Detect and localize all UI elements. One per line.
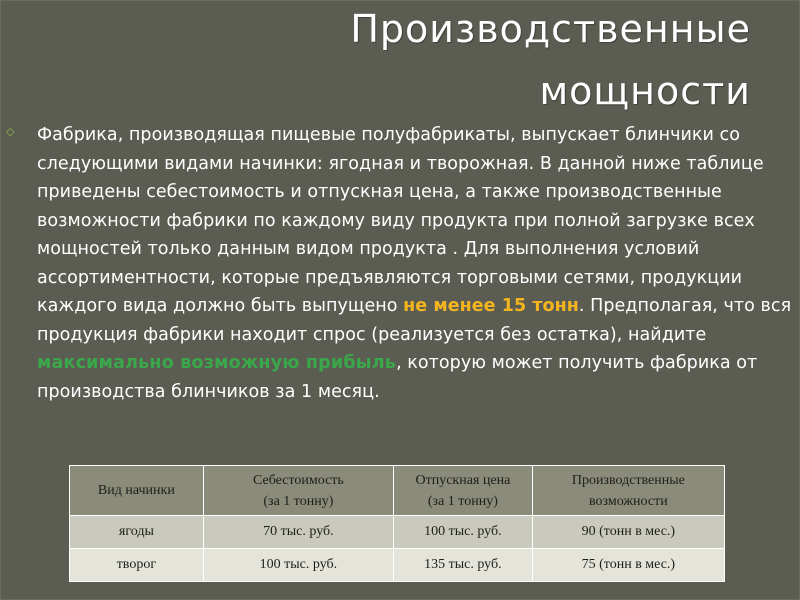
cell-price: 135 тыс. руб. [394,549,533,582]
header-text: Производственные [571,472,685,488]
cell-filling: ягоды [70,516,204,549]
header-capacity [532,466,724,516]
production-table [69,465,725,582]
header-filling-type [70,466,204,516]
table-header-row [70,466,725,516]
diamond-bullet-icon: ◇ [6,126,15,138]
highlight-min-tonnage: не менее 15 тонн [403,296,579,316]
paragraph-text-3: , которую может получить фабрика от производства блинчиков за 1 месяц. [37,353,758,402]
header-text: Вид начинки [97,483,175,498]
slide-title [131,7,751,113]
highlight-max-profit: максимально возможную прибыль [37,353,397,373]
cell-price: 100 тыс. руб. [394,516,533,549]
cell-filling: творог [70,549,204,582]
header-subtext: (за 1 тонну) [263,493,334,509]
header-text: Отпускная цена [415,472,511,488]
table-row [70,549,725,582]
header-cost [203,466,393,516]
cell-capacity: 75 (тонн в мес.) [532,549,724,582]
title-line-2: мощности [539,69,751,113]
header-price [394,466,533,516]
header-subtext: возможности [589,493,668,509]
paragraph-text-1: Фабрика, производящая пищевые полуфабрикаты, выпускает блинчики со следующими видами начинки: ягодная и творожная. В данной ниже таблице приведены себестоимость и отпускная цена, а также производственные возможности фабрики по каждому виду продукта при полной загрузке всех мощностей только данным видом продукта . Для выполнения условий ассортиментности, которые предъявляются торговыми сетями, продукции каждого вида должно быть выпущено [37,125,764,316]
cell-cost: 70 тыс. руб. [203,516,393,549]
header-text: Себестоимость [253,472,344,488]
problem-paragraph [37,121,797,406]
paragraph-text-2: . Предполагая, что вся продукция фабрики находит спрос (реализуется без остатка), найдите [37,296,792,345]
title-line-1: Производственные [350,7,751,51]
header-subtext: (за 1 тонну) [427,493,498,509]
table-row [70,516,725,549]
cell-cost: 100 тыс. руб. [203,549,393,582]
cell-capacity: 90 (тонн в мес.) [532,516,724,549]
